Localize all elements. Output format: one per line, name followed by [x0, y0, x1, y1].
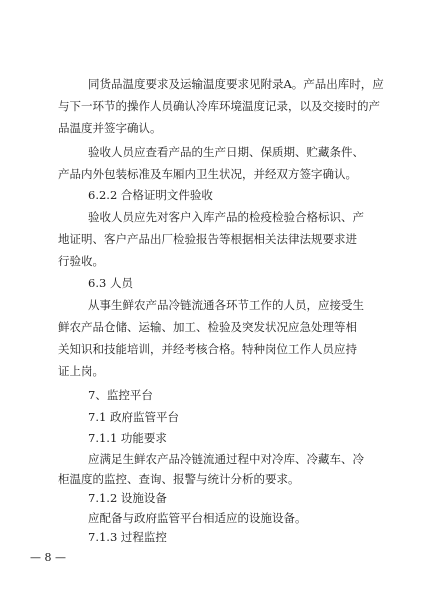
- body-text-line: 柜温度的监控、查询、报警与统计分析的要求。: [58, 472, 300, 486]
- page-number: — 8 —: [30, 551, 66, 564]
- body-text-line: 验收人员应查看产品的生产日期、保质期、贮藏条件、: [88, 145, 364, 159]
- body-text-line: 验收人员应先对客户入库产品的检疫检验合格标识、产: [88, 210, 364, 224]
- body-text-line: 从事生鲜农产品冷链流通各环节工作的人员，应接受生: [88, 298, 364, 312]
- section-heading: 7.1 政府监管平台: [88, 410, 179, 424]
- section-heading: 7、监控平台: [88, 388, 153, 402]
- section-heading: 6.2.2 合格证明文件验收: [88, 188, 213, 202]
- body-text-line: 品温度并签字确认。: [58, 121, 162, 135]
- body-text-line: 地证明、客户产品出厂检验报告等根据相关法律法规要求进: [58, 232, 357, 246]
- body-text-line: 应配备与政府监管平台相适应的设施设备。: [88, 511, 307, 525]
- body-text-line: 与下一环节的操作人员确认冷库环境温度记录，以及交接时的产: [58, 99, 380, 113]
- body-text-line: 应满足生鲜农产品冷链流通过程中对冷库、冷藏车、冷: [88, 452, 364, 466]
- body-text-line: 行验收。: [58, 254, 104, 268]
- section-heading: 6.3 人员: [88, 276, 133, 290]
- body-text-line: 鲜农产品仓储、运输、加工、检验及突发状况应急处理等相: [58, 320, 357, 334]
- body-text-line: 同货品温度要求及运输温度要求见附录A。产品出库时，应: [88, 77, 384, 91]
- body-text-line: 产品内外包装标准及车厢内卫生状况，并经双方签字确认。: [58, 167, 357, 181]
- section-heading: 7.1.2 设施设备: [88, 491, 167, 505]
- body-text-line: 关知识和技能培训，并经考核合格。特种岗位工作人员应持: [58, 342, 357, 356]
- body-text-line: 证上岗。: [58, 364, 104, 378]
- section-heading: 7.1.3 过程监控: [88, 530, 167, 544]
- section-heading: 7.1.1 功能要求: [88, 431, 167, 445]
